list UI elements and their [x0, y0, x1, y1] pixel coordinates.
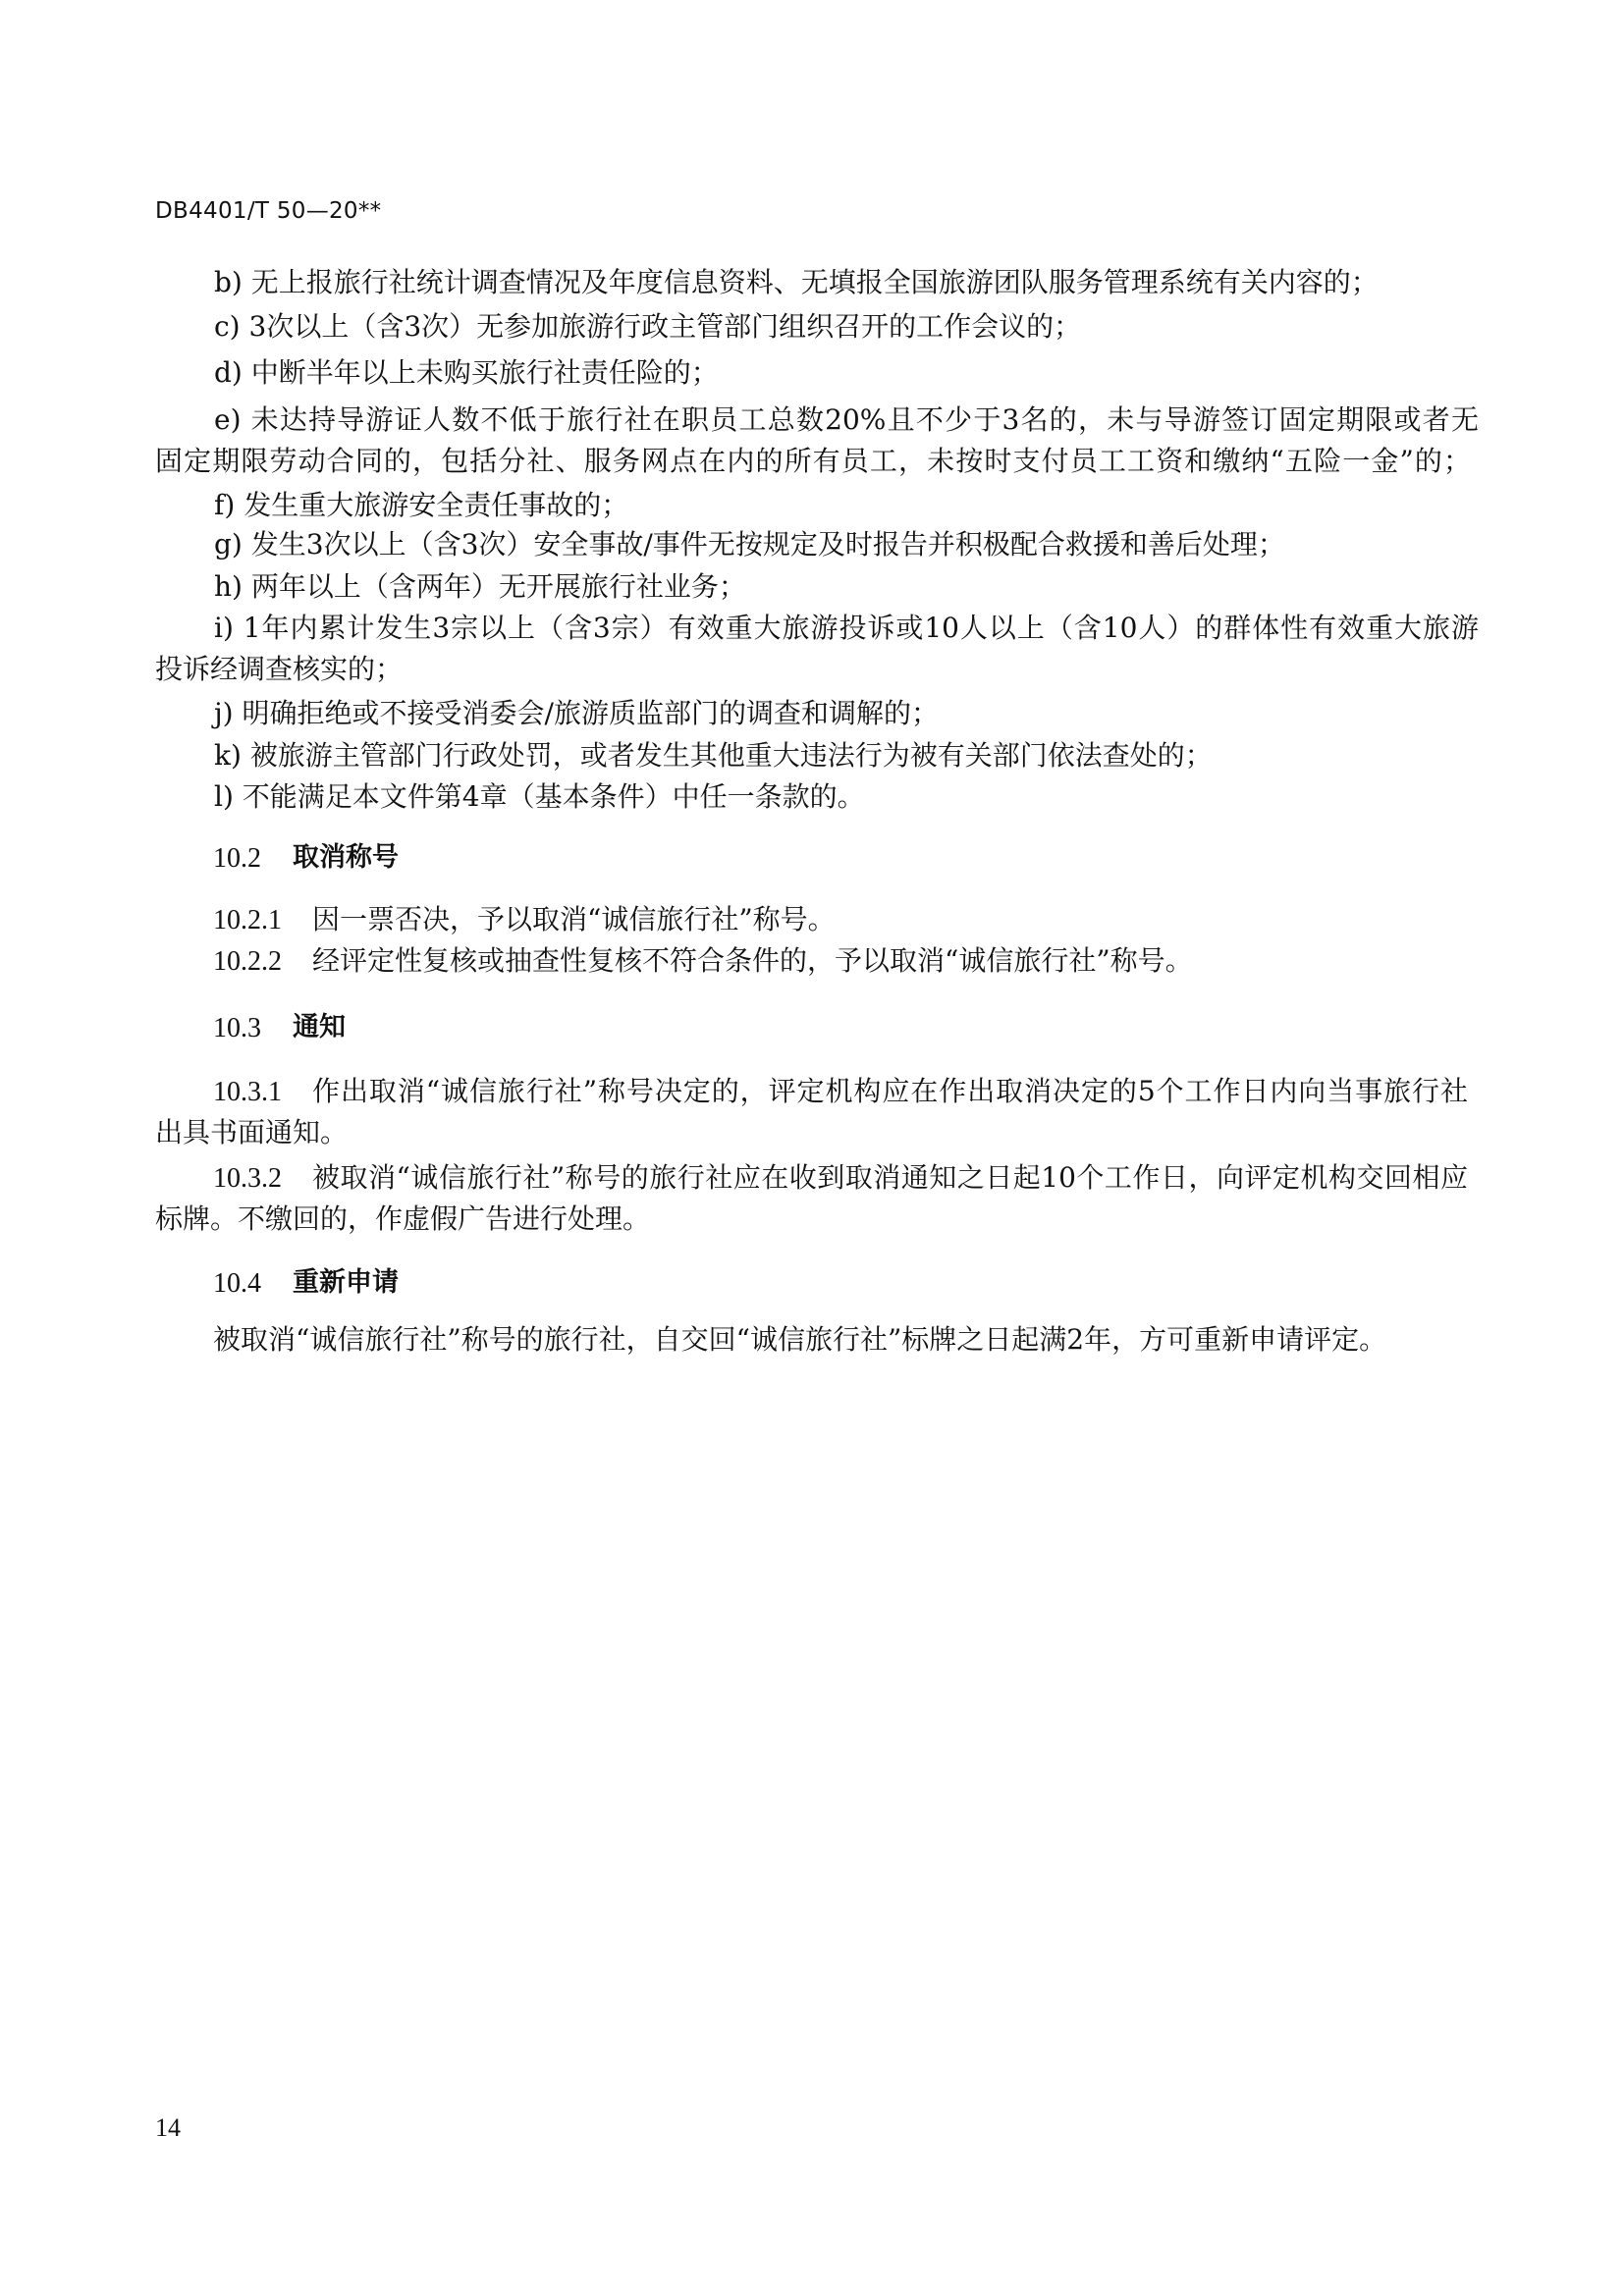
clause-text: 作出取消“诚信旅行社”称号决定的，评定机构应在作出取消决定的5个工作日内向当事旅行社 — [312, 1075, 1468, 1107]
list-item-text: j) 明确拒绝或不接受消委会/旅游质监部门的调查和调解的； — [214, 697, 939, 729]
section-number: 10.3 — [213, 1013, 261, 1043]
clause-number: 10.2.1 — [213, 905, 282, 935]
section-10-4-paragraph — [213, 1320, 1386, 1360]
clause-10-3-1-line1 — [213, 1072, 1468, 1111]
list-item-l — [214, 777, 865, 817]
clause-number: 10.3.1 — [213, 1077, 282, 1107]
section-number: 10.2 — [213, 843, 261, 874]
list-item-text: 投诉经调查核实的； — [155, 653, 404, 685]
list-item-text: b) 无上报旅行社统计调查情况及年度信息资料、无填报全国旅游团队服务管理系统有关内容的； — [214, 266, 1379, 298]
list-item-j — [214, 694, 939, 733]
list-item-text: f) 发生重大旅游安全责任事故的； — [214, 489, 629, 521]
list-item-text: d) 中断半年以上未购买旅行社责任险的； — [214, 356, 719, 389]
section-title: 取消称号 — [293, 842, 399, 873]
clause-10-2-1 — [213, 900, 836, 939]
section-heading-10-4 — [213, 1263, 399, 1303]
section-number: 10.4 — [213, 1268, 261, 1299]
clause-10-3-2-line2 — [155, 1200, 650, 1239]
list-item-text: e) 未达持导游证人数不低于旅行社在职员工总数20%且不少于3名的，未与导游签订固定期限或者无 — [214, 403, 1479, 436]
page-number: 14 — [155, 2113, 181, 2142]
list-item-f — [214, 486, 628, 525]
section-title: 重新申请 — [293, 1267, 399, 1298]
document-code-header: DB4401/T 50—20** — [155, 198, 382, 224]
list-item-i-line2 — [155, 650, 403, 689]
clause-text: 被取消“诚信旅行社”称号的旅行社应在收到取消通知之日起10个工作日，向评定机构交回相应 — [312, 1161, 1468, 1194]
clause-number: 10.2.2 — [213, 946, 282, 977]
list-item-text: i) 1年内累计发生3宗以上（含3宗）有效重大旅游投诉或10人以上（含10人）的群体性有效重大旅游 — [214, 612, 1479, 644]
clause-10-2-2 — [213, 941, 1193, 981]
clause-10-3-2-line1 — [213, 1158, 1468, 1198]
list-item-text: h) 两年以上（含两年）无开展旅行社业务； — [214, 570, 746, 603]
clause-text: 因一票否决，予以取消“诚信旅行社”称号。 — [312, 903, 836, 935]
clause-text: 经评定性复核或抽查性复核不符合条件的，予以取消“诚信旅行社”称号。 — [312, 944, 1193, 977]
clause-10-3-1-line2 — [155, 1113, 348, 1152]
list-item-c — [214, 307, 1081, 347]
list-item-text: g) 发生3次以上（含3次）安全事故/事件无按规定及时报告并积极配合救援和善后处理； — [214, 528, 1285, 561]
section-heading-10-2 — [213, 838, 399, 878]
list-item-e-line1 — [214, 400, 1479, 440]
list-item-text: c) 3次以上（含3次）无参加旅游行政主管部门组织召开的工作会议的； — [214, 310, 1082, 343]
list-item-text: 固定期限劳动合同的，包括分社、服务网点在内的所有员工，未按时支付员工工资和缴纳“五险一金”的； — [155, 445, 1471, 477]
section-title: 通知 — [293, 1012, 346, 1042]
list-item-b — [214, 263, 1379, 302]
list-item-i-line1 — [214, 609, 1479, 648]
list-item-k — [214, 736, 1213, 775]
list-item-g — [214, 525, 1285, 564]
list-item-e-line2 — [155, 442, 1471, 481]
list-item-h — [214, 567, 746, 607]
section-heading-10-3 — [213, 1008, 346, 1047]
list-item-d — [214, 353, 719, 393]
list-item-text: l) 不能满足本文件第4章（基本条件）中任一条款的。 — [214, 780, 865, 813]
clause-text: 标牌。不缴回的，作虚假广告进行处理。 — [155, 1202, 651, 1235]
list-item-text: k) 被旅游主管部门行政处罚，或者发生其他重大违法行为被有关部门依法查处的； — [214, 739, 1213, 772]
clause-number: 10.3.2 — [213, 1163, 282, 1194]
paragraph-text: 被取消“诚信旅行社”称号的旅行社，自交回“诚信旅行社”标牌之日起满2年，方可重新申请评定。 — [213, 1323, 1387, 1356]
clause-text: 出具书面通知。 — [155, 1116, 349, 1148]
